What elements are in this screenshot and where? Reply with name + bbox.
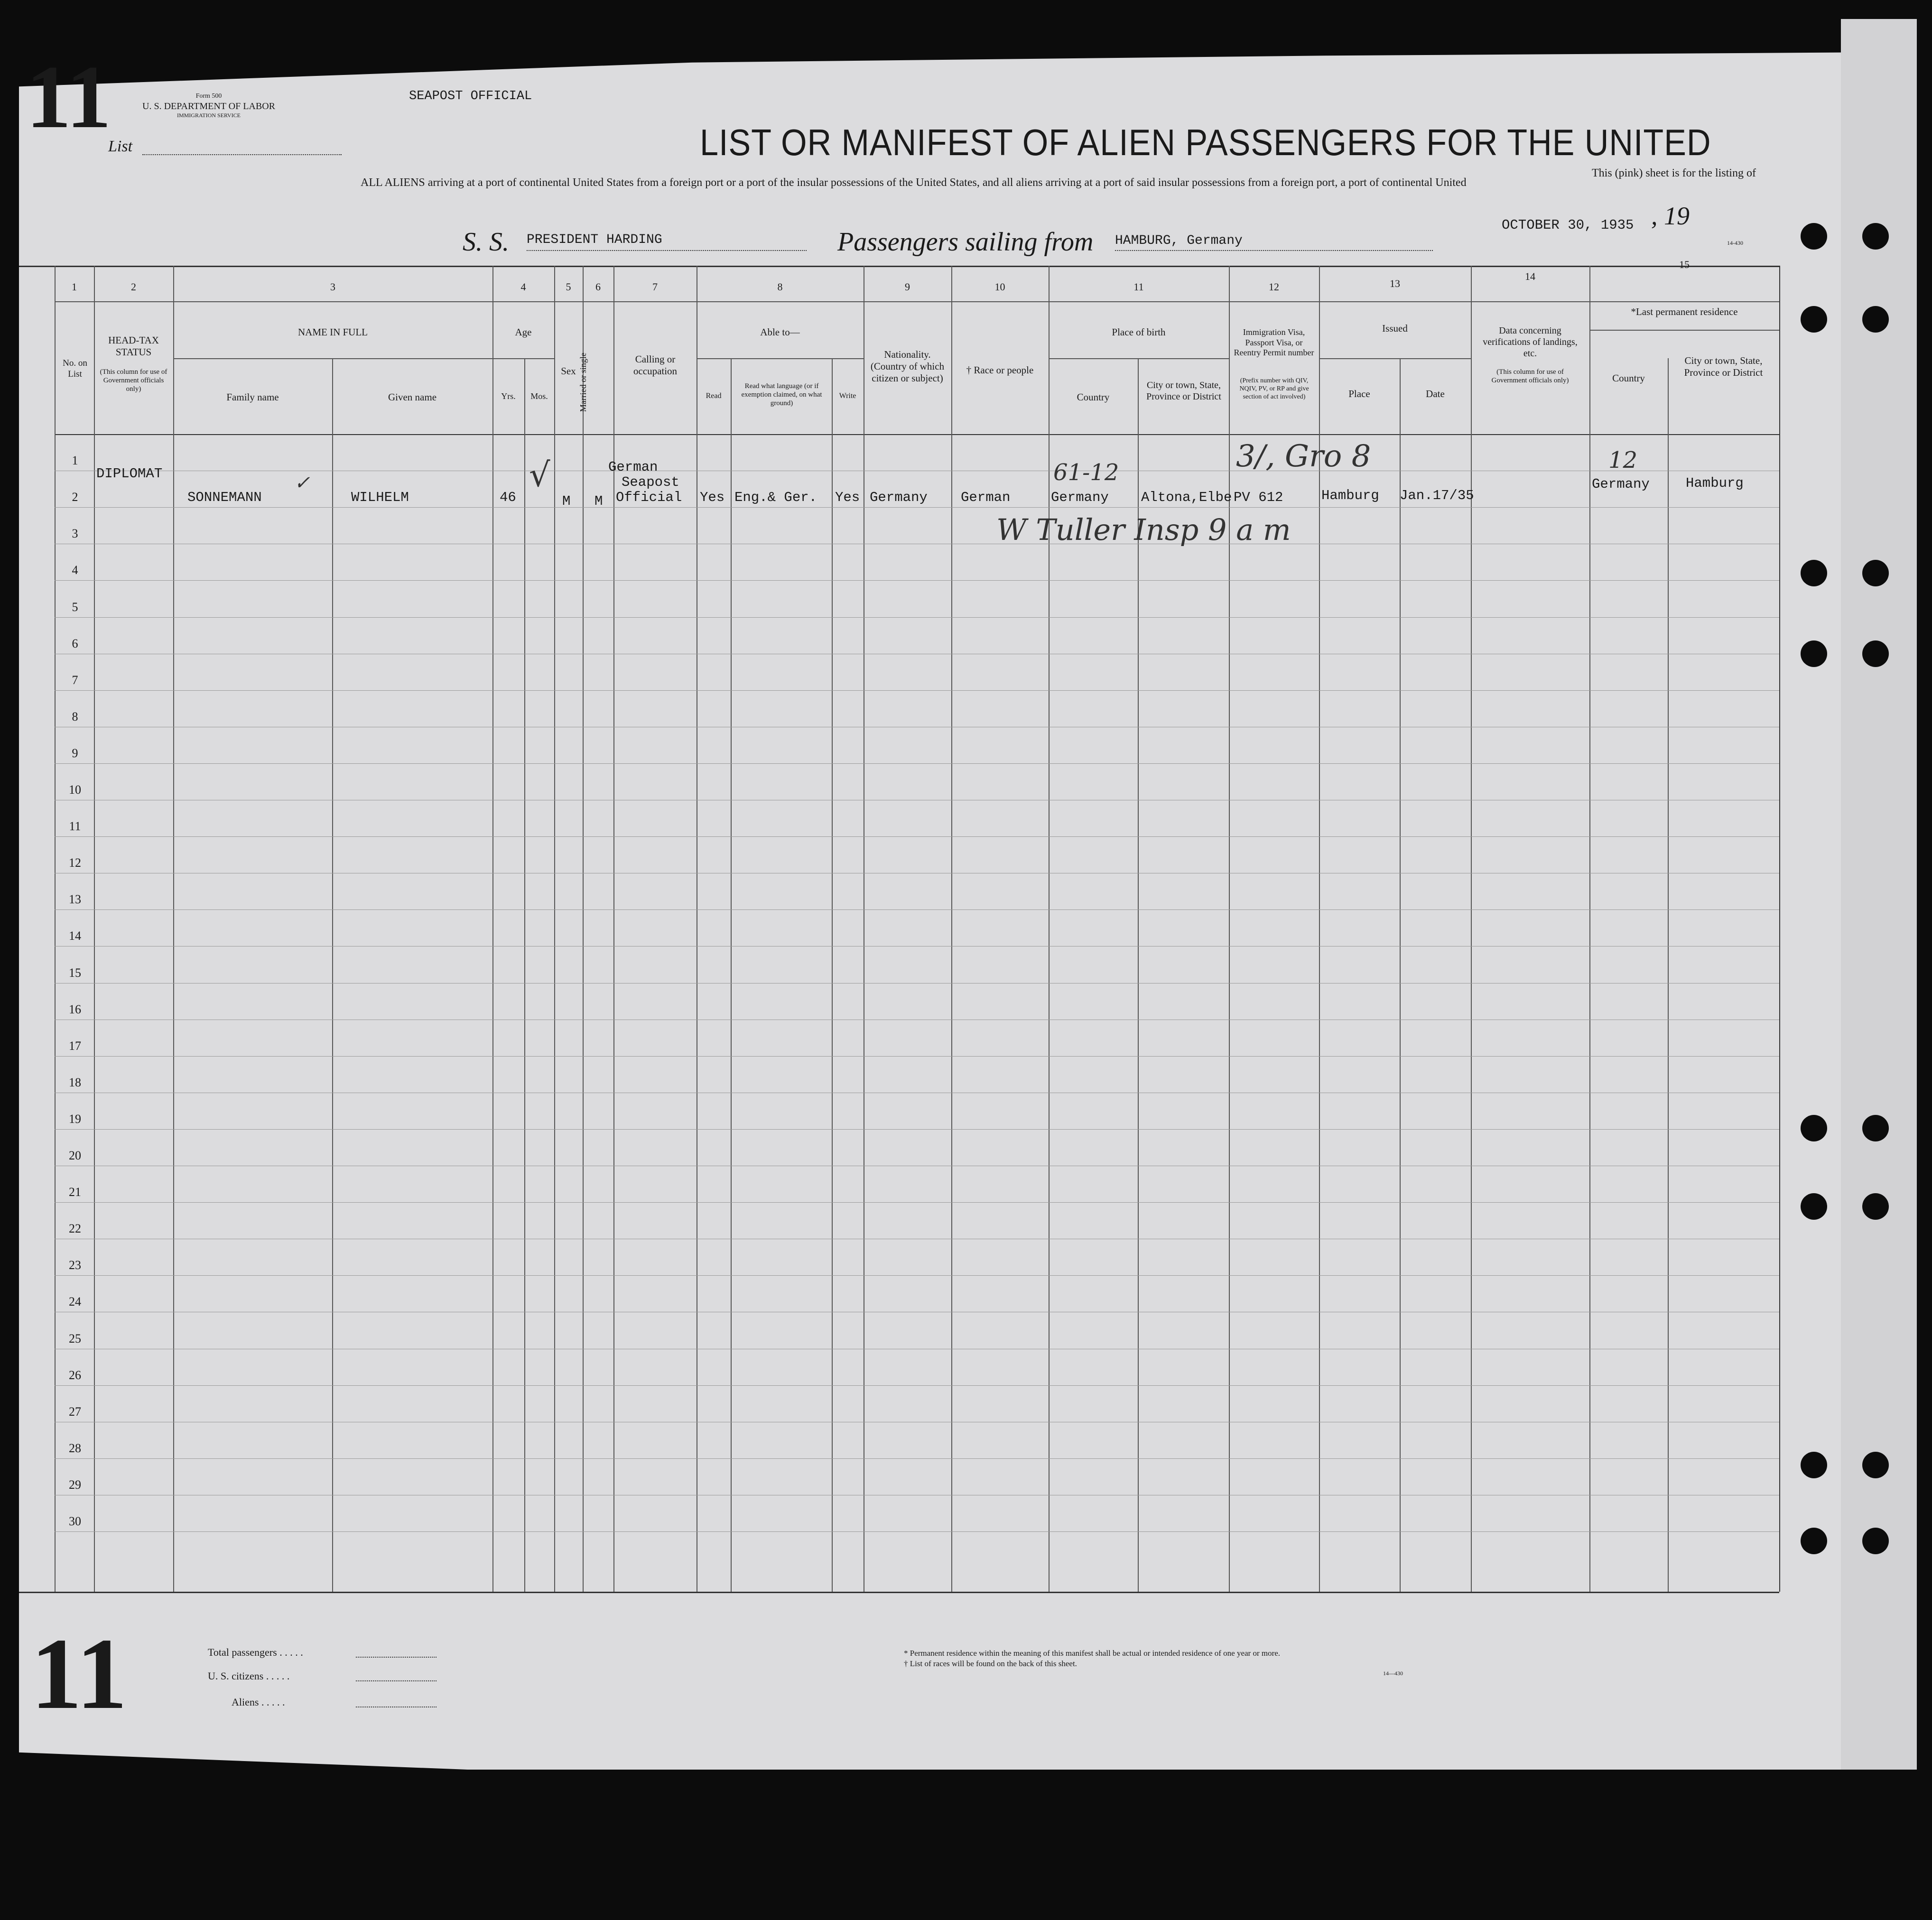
marital-status: M — [594, 493, 603, 509]
row-number: 30 — [69, 1514, 81, 1528]
col-number: 10 — [994, 281, 1005, 293]
form-header — [138, 93, 280, 119]
header-data-concerning: Data concerning verifications of landings, etc. — [1483, 325, 1578, 359]
header-sex: Sex — [561, 365, 576, 377]
visa-number: PV 612 — [1234, 490, 1283, 505]
row-number: 23 — [69, 1258, 81, 1272]
col-number-divider — [55, 301, 1779, 302]
header-visa-note: (Prefix number with QIV, NQIV, PV, or RP and give section of act involved) — [1239, 377, 1309, 400]
residence-country: Germany — [1592, 476, 1650, 492]
read-language: Eng.& Ger. — [734, 490, 817, 505]
header-write: Write — [839, 392, 856, 400]
birth-subheader-line — [1049, 358, 1229, 359]
punch-hole — [1801, 1115, 1827, 1141]
row-number: 24 — [69, 1295, 81, 1308]
row-divider — [55, 1531, 1779, 1532]
header-data-note: (This column for use of Government officials only) — [1491, 368, 1569, 384]
footnote-residence: * Permanent residence within the meaning of this manifest shall be actual or intended residence of one year or more. — [904, 1649, 1281, 1658]
row-number: 20 — [69, 1149, 81, 1162]
handwritten-residence-code: 12 — [1608, 447, 1638, 473]
header-issued-place: Place — [1348, 388, 1370, 399]
header-yrs: Yrs. — [501, 391, 516, 401]
binding-strip — [1841, 19, 1917, 1770]
row-number: 14 — [69, 929, 81, 943]
handwritten-check: ✓ — [294, 472, 310, 494]
residence-city: Hamburg — [1686, 475, 1744, 491]
subtitle-line1: ALL ALIENS arriving at a port of continental United States from a foreign port or a port of the insular possessions of the United States, and all aliens arriving at a port of said insular possessions from a foreign port, a port of continental United — [361, 176, 1467, 189]
issued-place: Hamburg — [1321, 488, 1379, 503]
row-divider — [55, 1275, 1779, 1276]
can-write: Yes — [835, 490, 860, 505]
header-no-on-list: No. on List — [63, 358, 87, 379]
punch-hole — [1801, 640, 1827, 667]
header-res-city: City or town, State, Province or District — [1684, 355, 1763, 379]
punch-hole — [1862, 640, 1889, 667]
ship-name: PRESIDENT HARDING — [527, 232, 662, 247]
header-mos: Mos. — [530, 391, 548, 401]
occupation-line3: Official — [616, 490, 682, 505]
handwritten-check: √ — [529, 455, 550, 494]
row-divider — [55, 1202, 1779, 1203]
sheet-number-footer: 11 — [31, 1617, 128, 1730]
col-divider — [731, 358, 732, 1592]
table-top-border — [19, 266, 1779, 267]
sailing-label: Passengers sailing from — [837, 227, 1094, 257]
header-issued-date: Date — [1426, 388, 1445, 399]
table-right-border — [1779, 266, 1780, 1592]
row-divider — [55, 1129, 1779, 1130]
row-divider — [55, 836, 1779, 837]
manifest-title: LIST OR MANIFEST OF ALIEN PASSENGERS FOR THE UNITED — [700, 121, 1711, 163]
nationality: Germany — [870, 490, 928, 505]
row-number: 5 — [72, 600, 78, 614]
header-married: Married or single — [578, 352, 588, 412]
header-nationality: Nationality. (Country of which citizen or subject) — [870, 349, 945, 384]
punch-hole — [1862, 1528, 1889, 1554]
row-divider — [55, 1056, 1779, 1057]
row-number: 22 — [69, 1222, 81, 1235]
table-bottom-border — [19, 1592, 1779, 1593]
row-divider — [55, 763, 1779, 764]
row-divider — [55, 909, 1779, 910]
name-subheader-line — [173, 358, 492, 359]
age-years: 46 — [500, 490, 516, 505]
punch-hole — [1862, 223, 1889, 250]
col-number: 15 — [1679, 259, 1690, 270]
age-subheader-line — [492, 358, 554, 359]
row-number: 28 — [69, 1441, 81, 1455]
row-number: 19 — [69, 1112, 81, 1126]
punch-hole — [1801, 1528, 1827, 1554]
col-divider — [524, 358, 525, 1592]
department-label: U. S. DEPARTMENT OF LABOR — [142, 101, 275, 111]
total-passengers-line — [356, 1657, 437, 1658]
col-number: 7 — [652, 281, 658, 293]
col-divider — [492, 266, 493, 1592]
row-number: 13 — [69, 892, 81, 906]
header-race: † Race or people — [966, 364, 1034, 376]
occupation-line2: Seapost — [622, 474, 679, 490]
form-code: 14-430 — [1727, 240, 1743, 246]
row-divider — [55, 690, 1779, 691]
header-head-tax-note: (This column for use of Government officials only) — [100, 368, 167, 393]
row-number: 8 — [72, 710, 78, 723]
handwritten-visa-note: 3/, Gro 8 — [1236, 439, 1371, 474]
header-head-tax: HEAD-TAX STATUS — [108, 334, 159, 358]
residence-subheader-line — [1589, 330, 1779, 331]
issued-date: Jan.17/35 — [1400, 488, 1474, 503]
birth-country: Germany — [1051, 490, 1109, 505]
footer-code: 14—430 — [1383, 1670, 1403, 1677]
family-name: SONNEMANN — [187, 490, 262, 505]
can-read: Yes — [700, 490, 725, 505]
col-divider — [1668, 358, 1669, 1592]
row-number: 15 — [69, 966, 81, 980]
row-number: 18 — [69, 1076, 81, 1089]
sheet-number: 11 — [26, 47, 111, 147]
row-divider — [55, 617, 1779, 618]
col-number: 3 — [330, 281, 335, 293]
header-visa: Immigration Visa, Passport Visa, or Reentry Permit number — [1234, 327, 1314, 358]
row-number: 7 — [72, 673, 78, 687]
row-number: 1 — [72, 454, 78, 467]
departure-port: HAMBURG, Germany — [1115, 233, 1243, 248]
service-label: IMMIGRATION SERVICE — [176, 111, 241, 119]
row-divider — [55, 507, 1779, 508]
form-number: Form 500 — [195, 93, 222, 100]
header-bottom-border — [55, 434, 1779, 435]
punch-hole — [1801, 1193, 1827, 1220]
ship-line — [527, 250, 807, 251]
list-line — [142, 154, 342, 155]
col-divider — [583, 266, 584, 1592]
header-family-name: Family name — [226, 391, 279, 403]
row-number: 11 — [69, 819, 81, 833]
sailing-date: OCTOBER 30, 1935 — [1502, 217, 1634, 233]
header-place-of-birth: Place of birth — [1112, 326, 1166, 338]
row-number: 27 — [69, 1405, 81, 1419]
col-divider — [1049, 266, 1050, 1592]
row-number: 9 — [72, 746, 78, 760]
row-number: 21 — [69, 1185, 81, 1199]
col-number: 8 — [777, 281, 783, 293]
header-calling: Calling or occupation — [633, 353, 678, 377]
us-citizens-line — [356, 1680, 437, 1681]
sex: M — [562, 493, 571, 509]
col-divider — [1229, 266, 1230, 1592]
punch-hole — [1862, 1115, 1889, 1141]
col-number: 1 — [72, 281, 77, 293]
header-birth-country: Country — [1077, 391, 1110, 403]
punch-hole — [1862, 306, 1889, 333]
col-number: 5 — [566, 281, 571, 293]
us-citizens-label: U. S. citizens . . . . . — [208, 1670, 290, 1682]
col-number: 14 — [1525, 270, 1535, 282]
total-passengers-label: Total passengers . . . . . — [208, 1646, 303, 1658]
header-read: Read — [706, 392, 722, 400]
row-number: 2 — [72, 490, 78, 504]
col-divider — [1400, 358, 1401, 1592]
race: German — [961, 490, 1011, 505]
punch-hole — [1801, 223, 1827, 250]
col-divider — [332, 358, 333, 1592]
handwritten-birth-code: 61-12 — [1053, 459, 1119, 486]
col-divider — [173, 266, 174, 1592]
aliens-label: Aliens . . . . . — [232, 1696, 285, 1708]
issued-subheader-line — [1319, 358, 1471, 359]
row-number: 3 — [72, 527, 78, 540]
col-divider — [554, 266, 555, 1592]
col-divider — [1589, 266, 1590, 1592]
header-able-to: Able to— — [760, 326, 800, 338]
col-divider — [1471, 266, 1472, 1592]
header-issued: Issued — [1382, 323, 1408, 334]
col-number: 11 — [1133, 281, 1144, 293]
col-number: 6 — [595, 281, 601, 293]
subtitle-line2: This (pink) sheet is for the listing of — [1592, 167, 1756, 179]
birth-city: Altona,Elbe — [1141, 490, 1232, 505]
col-number: 2 — [131, 281, 136, 293]
punch-hole — [1801, 1452, 1827, 1478]
port-line — [1115, 250, 1433, 251]
row-number: 25 — [69, 1332, 81, 1345]
col-number: 13 — [1390, 278, 1400, 289]
row-number: 12 — [69, 856, 81, 870]
header-last-residence: *Last permanent residence — [1631, 306, 1738, 317]
row-number: 4 — [72, 563, 78, 577]
ss-label: S. S. — [463, 227, 509, 257]
col-divider — [951, 266, 952, 1592]
col-number: 12 — [1269, 281, 1279, 293]
handwritten-inspector-remark: W Tuller Insp 9 a m — [996, 512, 1291, 547]
header-read-language: Read what language (or if exemption claimed, on what ground) — [741, 382, 822, 407]
footnote-races: † List of races will be found on the back of this sheet. — [904, 1659, 1077, 1668]
row-number: 29 — [69, 1478, 81, 1492]
punch-hole — [1862, 560, 1889, 586]
punch-hole — [1801, 560, 1827, 586]
given-name: WILHELM — [351, 490, 409, 505]
able-subheader-line — [697, 358, 864, 359]
row-number: 26 — [69, 1368, 81, 1382]
punch-hole — [1862, 1452, 1889, 1478]
row-number: 10 — [69, 783, 81, 797]
head-tax-status: DIPLOMAT — [96, 466, 163, 482]
row-divider — [55, 580, 1779, 581]
col-number: 4 — [520, 281, 526, 293]
punch-hole — [1801, 306, 1827, 333]
seapost-stamp: SEAPOST OFFICIAL — [409, 89, 532, 103]
occupation-line1: German — [608, 459, 658, 475]
header-name-in-full: NAME IN FULL — [298, 326, 368, 338]
row-divider — [55, 1385, 1779, 1386]
header-birth-city: City or town, State, Province or District — [1146, 380, 1221, 402]
year-suffix: , 19 — [1651, 202, 1690, 230]
list-label: List — [108, 138, 133, 155]
col-number: 9 — [905, 281, 910, 293]
row-divider — [55, 1458, 1779, 1459]
punch-hole — [1862, 1193, 1889, 1220]
row-number: 17 — [69, 1039, 81, 1053]
header-age: Age — [515, 326, 532, 338]
row-number: 6 — [72, 637, 78, 650]
header-res-country: Country — [1612, 372, 1645, 384]
col-divider — [832, 358, 833, 1592]
header-given-name: Given name — [388, 391, 437, 403]
row-number: 16 — [69, 1002, 81, 1016]
